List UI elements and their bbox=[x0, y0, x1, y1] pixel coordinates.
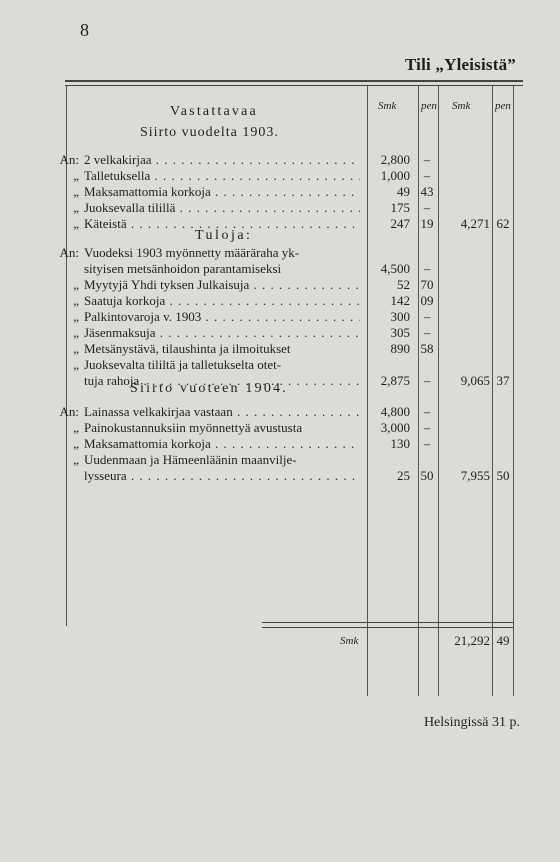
table-row bbox=[0, 168, 560, 184]
table-row bbox=[0, 261, 560, 277]
row-prefix: „ bbox=[73, 420, 79, 435]
row-pen-2: 62 bbox=[496, 216, 510, 231]
row-pen-1: – bbox=[423, 420, 431, 435]
row-prefix: An: bbox=[59, 404, 79, 419]
row-prefix: „ bbox=[73, 436, 79, 451]
table-row bbox=[0, 309, 560, 325]
row-smk-1: 247 bbox=[390, 216, 410, 231]
row-smk-1: 1,000 bbox=[380, 168, 410, 183]
table-row bbox=[0, 468, 560, 484]
row-smk-2: 4,271 bbox=[460, 216, 490, 231]
table-row bbox=[0, 341, 560, 357]
total-smk: 21,292 bbox=[454, 633, 490, 648]
table-row bbox=[0, 436, 560, 452]
total-rule-bottom bbox=[262, 627, 514, 628]
row-smk-1: 4,800 bbox=[380, 404, 410, 419]
row-pen-2: 37 bbox=[496, 373, 510, 388]
row-prefix: „ bbox=[73, 200, 79, 215]
table-row bbox=[0, 184, 560, 200]
row-pen-1: – bbox=[423, 309, 431, 324]
row-prefix: „ bbox=[73, 293, 79, 308]
row-smk-1: 2,875 bbox=[380, 373, 410, 388]
table-row bbox=[0, 277, 560, 293]
column-header-pen-1: pen bbox=[421, 100, 437, 112]
section-heading-siirto-1904: Siirto vuoteen 1904. bbox=[130, 381, 288, 396]
row-smk-1: 3,000 bbox=[380, 420, 410, 435]
row-prefix: „ bbox=[73, 309, 79, 324]
section-heading-siirto-1903: Siirto vuodelta 1903. bbox=[140, 125, 279, 140]
row-pen-1: – bbox=[423, 325, 431, 340]
section-heading-tuloja: Tuloja: bbox=[195, 228, 253, 243]
row-description: Käteistä . . . bbox=[84, 216, 360, 232]
table-row bbox=[0, 420, 560, 436]
row-description: Juoksevalta tililtä ja talletukselta otet- bbox=[84, 357, 282, 372]
row-prefix: „ bbox=[73, 341, 79, 356]
row-description: Jäsenmaksuja . . . bbox=[84, 325, 360, 341]
table-row bbox=[0, 373, 560, 389]
row-prefix: „ bbox=[73, 357, 79, 372]
row-smk-2: 9,065 bbox=[460, 373, 490, 388]
row-description: Maksamattomia korkoja . . . bbox=[84, 436, 360, 452]
row-prefix: „ bbox=[73, 168, 79, 183]
table-row bbox=[0, 152, 560, 168]
table-row bbox=[0, 216, 560, 232]
table-row bbox=[0, 293, 560, 309]
row-smk-1: 25 bbox=[397, 468, 410, 483]
table-row bbox=[0, 200, 560, 216]
row-smk-1: 142 bbox=[390, 293, 410, 308]
section-heading-vastattavaa: Vastattavaa bbox=[170, 104, 258, 119]
column-header-pen-2: pen bbox=[495, 100, 511, 112]
table-row bbox=[0, 245, 560, 261]
row-pen-1: – bbox=[423, 200, 431, 215]
row-smk-1: 130 bbox=[390, 436, 410, 451]
total-label: Smk bbox=[340, 635, 359, 647]
row-smk-1: 300 bbox=[390, 309, 410, 324]
row-smk-1: 52 bbox=[397, 277, 410, 292]
row-smk-1: 175 bbox=[390, 200, 410, 215]
row-prefix: „ bbox=[73, 452, 79, 467]
row-pen-1: – bbox=[423, 404, 431, 419]
row-prefix: „ bbox=[73, 277, 79, 292]
row-smk-2: 7,955 bbox=[460, 468, 490, 483]
page-number: 8 bbox=[80, 20, 89, 40]
footer-text: Helsingissä 31 p. bbox=[423, 715, 520, 730]
total-rule-top bbox=[262, 622, 514, 623]
row-pen-1: 50 bbox=[420, 468, 434, 483]
row-prefix: „ bbox=[73, 216, 79, 231]
row-description: Saatuja korkoja . . . bbox=[84, 293, 360, 309]
row-description: tuja rahoja . . . bbox=[84, 373, 360, 389]
row-smk-1: 2,800 bbox=[380, 152, 410, 167]
row-smk-1: 305 bbox=[390, 325, 410, 340]
table-row bbox=[0, 404, 560, 420]
column-header-smk-2: Smk bbox=[452, 100, 471, 112]
row-description: Palkintovaroja v. 1903 . . . bbox=[84, 309, 360, 325]
row-smk-1: 49 bbox=[397, 184, 410, 199]
row-description: sityisen metsänhoidon parantamiseksi bbox=[84, 261, 282, 276]
row-prefix: An: bbox=[59, 245, 79, 260]
row-pen-1: – bbox=[423, 436, 431, 451]
row-pen-1: 19 bbox=[420, 216, 434, 231]
row-pen-1: – bbox=[423, 261, 431, 276]
column-header-smk-1: Smk bbox=[378, 100, 397, 112]
table-row bbox=[0, 357, 560, 373]
total-row bbox=[0, 633, 560, 649]
page-title: Tili „Yleisistä” bbox=[404, 55, 516, 74]
row-pen-1: – bbox=[423, 373, 431, 388]
row-prefix: An: bbox=[59, 152, 79, 167]
total-pen: 49 bbox=[496, 633, 510, 648]
row-description: Maksamattomia korkoja . . . bbox=[84, 184, 360, 200]
row-smk-1: 4,500 bbox=[380, 261, 410, 276]
table-row bbox=[0, 452, 560, 468]
header-rule-thin bbox=[65, 85, 523, 86]
row-pen-2: 50 bbox=[496, 468, 510, 483]
row-description: Lainassa velkakirjaa vastaan . . . bbox=[84, 404, 360, 420]
row-prefix: „ bbox=[73, 184, 79, 199]
row-description: Painokustannuksiin myönnettyä avustusta bbox=[84, 420, 303, 435]
row-pen-1: 43 bbox=[420, 184, 434, 199]
row-description: Myytyjä Yhdi tyksen Julkaisuja . . . bbox=[84, 277, 360, 293]
row-prefix: „ bbox=[73, 325, 79, 340]
row-smk-1: 890 bbox=[390, 341, 410, 356]
row-pen-1: 70 bbox=[420, 277, 434, 292]
row-description: 2 velkakirjaa . . . bbox=[84, 152, 360, 168]
row-pen-1: – bbox=[423, 168, 431, 183]
row-description: Metsänystävä, tilaushinta ja ilmoitukset bbox=[84, 341, 291, 356]
row-description: Juoksevalla tilillä . . . bbox=[84, 200, 360, 216]
row-description: Uudenmaan ja Hämeenläänin maanvilje- bbox=[84, 452, 297, 467]
table-row bbox=[0, 325, 560, 341]
row-pen-1: – bbox=[423, 152, 431, 167]
header-rule-thick bbox=[65, 80, 523, 82]
row-description: Vuodeksi 1903 myönnetty määräraha yk- bbox=[84, 245, 300, 260]
row-pen-1: 09 bbox=[420, 293, 434, 308]
row-description: lysseura . . . bbox=[84, 468, 360, 484]
row-description: Talletuksella . . . bbox=[84, 168, 360, 184]
row-pen-1: 58 bbox=[420, 341, 434, 356]
